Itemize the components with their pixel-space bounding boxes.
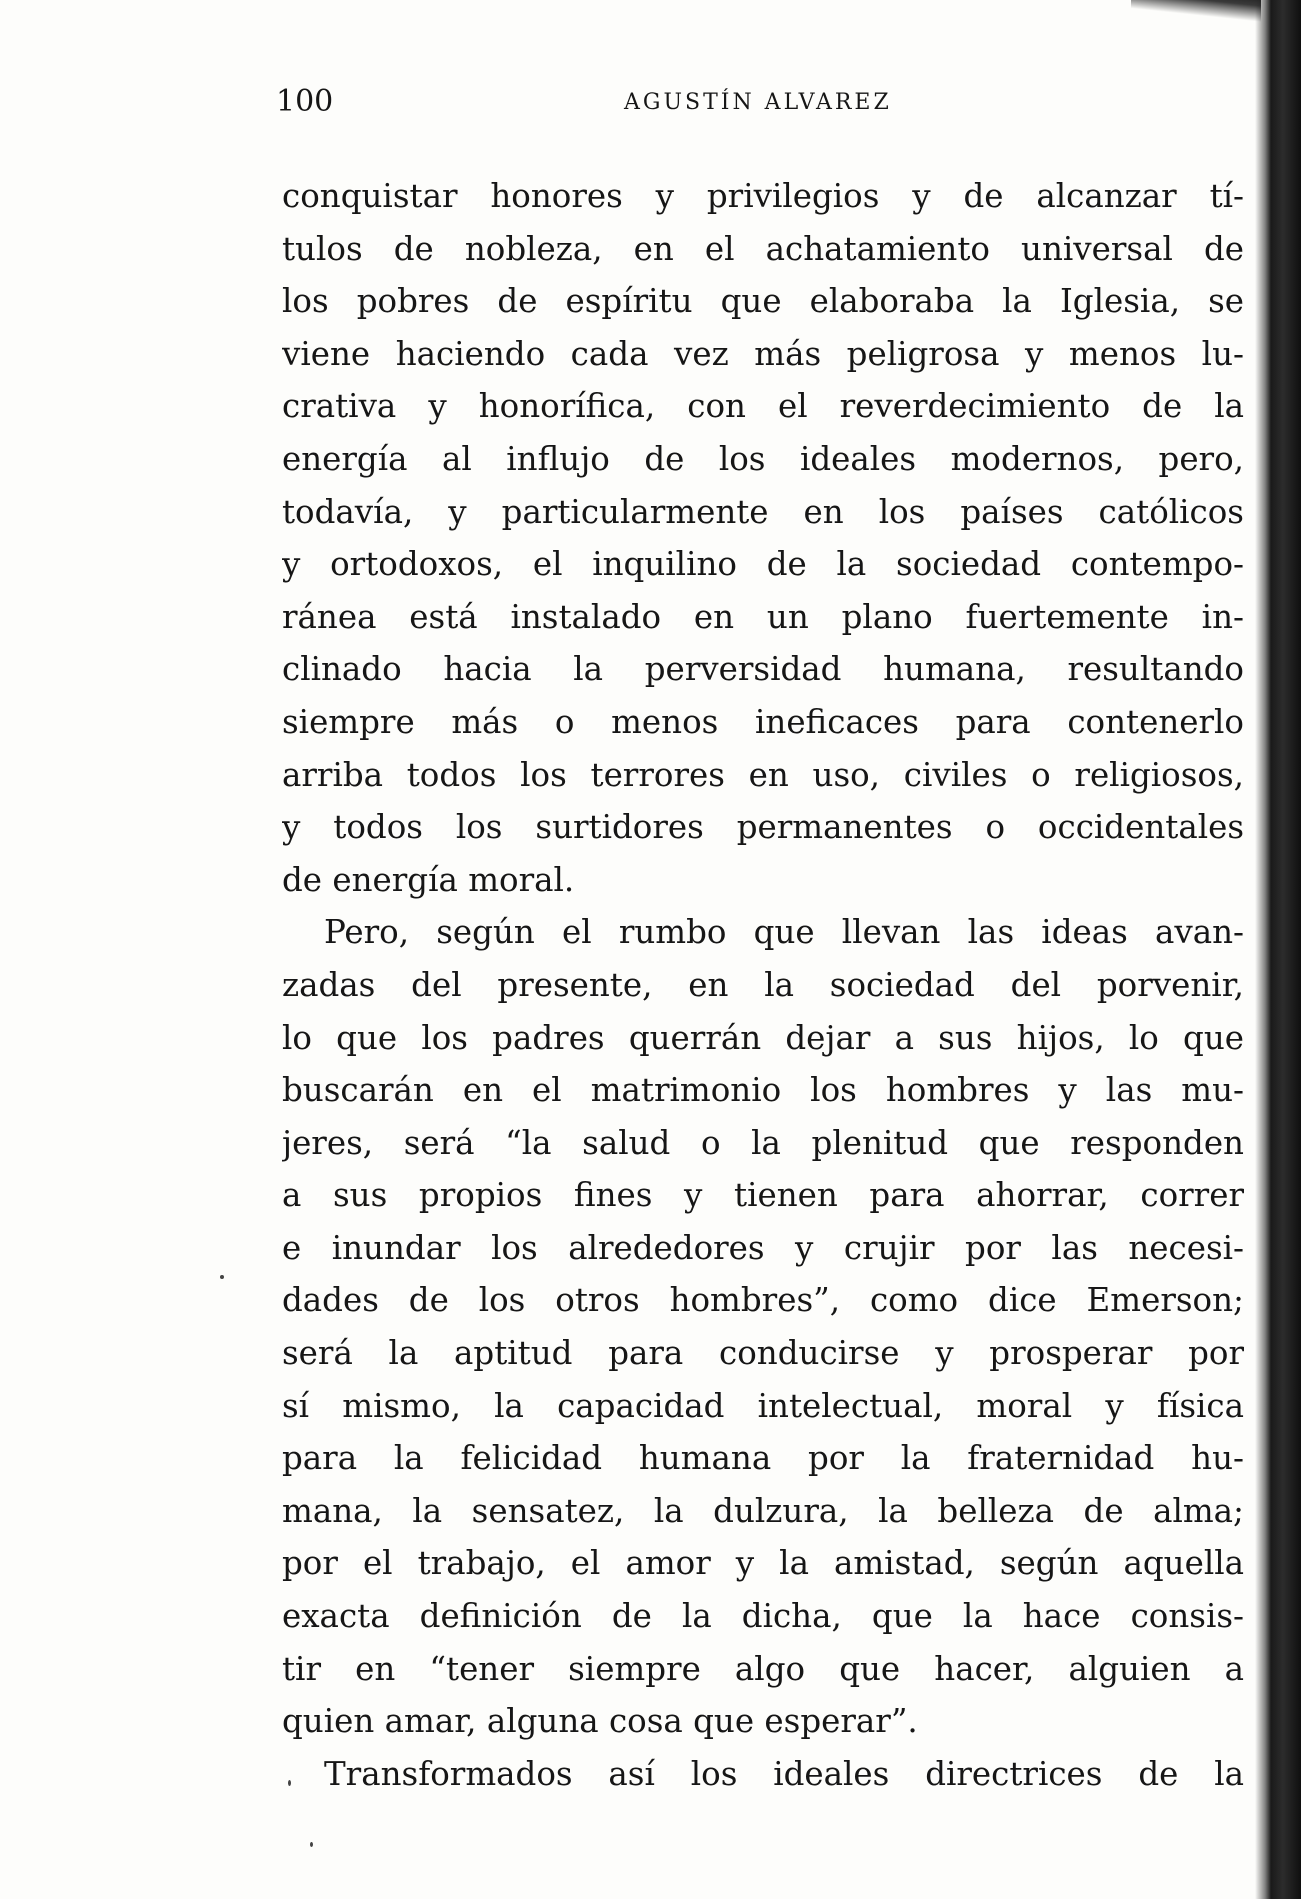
text-line: siempre más o menos ineficaces para contenerlo (282, 702, 1244, 741)
text-line: energía al influjo de los ideales modernos, pero, (282, 439, 1244, 478)
text-line: viene haciendo cada vez más peligrosa y menos lu- (282, 334, 1244, 373)
text-line: mana, la sensatez, la dulzura, la belleza de alma; (282, 1491, 1244, 1530)
text-line: y ortodoxos, el inquilino de la sociedad contempo- (282, 545, 1244, 584)
text-line: Pero, según el rumbo que llevan las ideas avan- (324, 913, 1244, 952)
text-line: quien amar, alguna cosa que esperar”. (282, 1702, 918, 1741)
text-line: tulos de nobleza, en el achatamiento universal de (282, 229, 1244, 268)
text-line: buscarán en el matrimonio los hombres y las mu- (282, 1071, 1244, 1110)
text-line: será la aptitud para conducirse y prosperar por (282, 1334, 1244, 1373)
text-line: lo que los padres querrán dejar a sus hijos, lo que (282, 1018, 1244, 1057)
text-line: por el trabajo, el amor y la amistad, según aquella (282, 1544, 1244, 1583)
text-line: tir en “tener siempre algo que hacer, alguien a (282, 1649, 1244, 1688)
scan-speck (310, 1842, 313, 1847)
text-line: zadas del presente, en la sociedad del porvenir, (282, 965, 1244, 1004)
page-number: 100 (276, 84, 334, 119)
text-line: exacta definición de la dicha, que la hace consis- (282, 1597, 1244, 1636)
text-line: clinado hacia la perversidad humana, resultando (282, 650, 1244, 689)
running-head (276, 84, 1266, 124)
text-line: arriba todos los terrores en uso, civiles o religiosos, (282, 755, 1244, 794)
scan-speck (288, 1780, 291, 1786)
text-line: los pobres de espíritu que elaboraba la Iglesia, se (282, 282, 1244, 321)
text-line: conquistar honores y privilegios y de alcanzar tí- (282, 177, 1244, 215)
binding-edge (1255, 0, 1301, 1899)
text-line: de energía moral. (282, 860, 575, 899)
text-line: jeres, será “la salud o la plenitud que responden (282, 1123, 1244, 1162)
text-line: e inundar los alrededores y crujir por las necesi- (282, 1228, 1244, 1267)
scan-speck (220, 1275, 224, 1279)
text-line: dades de los otros hombres”, como dice Emerson; (282, 1281, 1244, 1320)
text-line: todavía, y particularmente en los países católicos (282, 492, 1244, 531)
text-line: y todos los surtidores permanentes o occidentales (282, 808, 1244, 847)
text-line: sí mismo, la capacidad intelectual, moral y física (282, 1386, 1244, 1425)
text-line: crativa y honorífica, con el reverdecimiento de la (282, 387, 1244, 426)
text-line: Transformados así los ideales directrices de la (324, 1754, 1244, 1793)
running-head-title: AGUSTÍN ALVAREZ (624, 90, 892, 115)
text-line: para la felicidad humana por la fraternidad hu- (282, 1439, 1244, 1478)
text-line: a sus propios fines y tienen para ahorrar, correr (282, 1176, 1244, 1215)
binding-shadow-top (1131, 0, 1261, 22)
text-line: ránea está instalado en un plano fuertemente in- (282, 597, 1244, 636)
body-text (282, 170, 1244, 1800)
